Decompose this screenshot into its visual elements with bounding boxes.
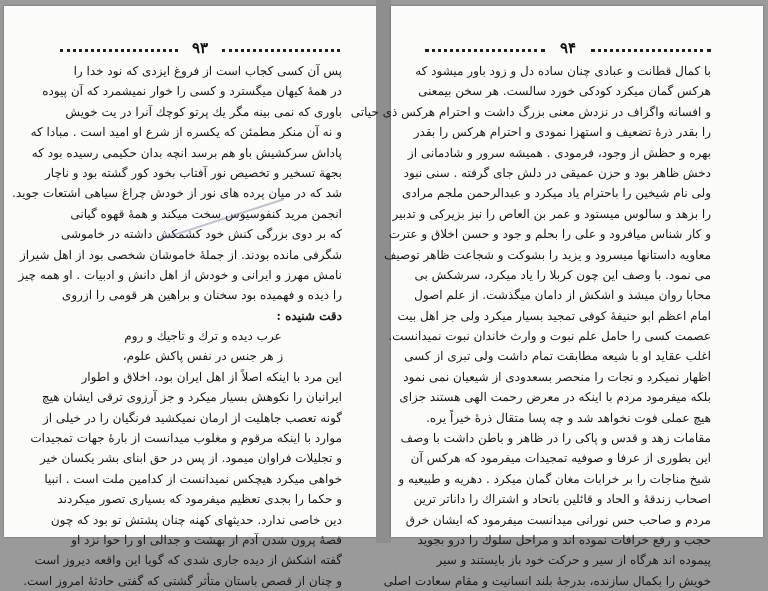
text-line: بهره و حظش از وجود، فرمودی . همیشه سرور و شادمانی از <box>407 145 711 160</box>
text-line: اظهار نمیکرد و نجات را منحصر بسعدودی از شیعیان نمی نمود <box>403 369 711 384</box>
text-line: شگرفی مانده بودند. از جملهٔ خاموشان شخصی بود از اهل شیراز <box>19 247 342 262</box>
text-line: گفته اشکش از دیده جاری شدی که گویا این واقعه دیروز است <box>34 553 342 568</box>
text-line: موارد با اینکه مرقوم و مغلوب میدانست از بارهٔ جهات تمجیدات <box>30 431 342 446</box>
text-line: معاویه داستانها میسرود و یزید را بشوکت و شجاعت ظاهر توصیف <box>383 247 711 262</box>
text-line: دقت شنیده : <box>276 308 342 323</box>
text-line: اصحاب زندقهٔ و الحاد و قائلین باتحاد و اشتراك را داناتر ترین <box>413 492 711 507</box>
text-line: و چنان از قصص باستان متأثر گشتی که گفتی حادثهٔ امروز است. <box>23 573 342 588</box>
right-page-body <box>350 61 711 591</box>
header-rule-left <box>425 49 545 52</box>
text-line: قصهٔ پرون شدن آدم از بهشت و جدالی او را حوا نزد او <box>71 532 342 547</box>
text-line: حجب و رفع خرافات نموده اند و مراحل سلوك را درو بجوید <box>417 532 711 547</box>
text-line: را بزهد و سالوس میستود و عمر بن العاص را نیز بزیرکی و تدبیر <box>392 206 711 221</box>
header-rule-right <box>591 49 711 52</box>
left-page <box>4 6 376 588</box>
left-page-body <box>12 61 342 591</box>
text-line: و حکما را بجدی تعظیم میفرمود که بسیاری تصور میکردند <box>57 492 342 507</box>
text-line: پاداش سرکشیش باو هم برسد انچه بدان حکیمی رسیده بود که <box>31 145 342 160</box>
header-rule-right <box>222 49 340 52</box>
text-line: را بقدر ذرهٔ تضعیف و استهزا نمودی و احترام هرکس را بقدر <box>413 125 711 140</box>
text-line: محابا روان میشد و اشکش از دامان میگذشت. از علم اصول <box>414 288 711 303</box>
text-line: پیموده اند هرگاه از سیر و حرکت خود باز بایستند و سیر <box>436 553 711 568</box>
right-page-header <box>425 39 711 57</box>
text-line: بجهة تسخیر و تخصیص نور آفتاب بخود کور گشته بود و ناچار <box>45 165 342 180</box>
text-line: و نه آن منکر مطمئن که یکسره از شرع او امید است . مبادا که <box>30 125 342 140</box>
text-line: انجمن مرید کنفوسیوس سخت میکند و همهٔ قهوه گیانی <box>70 206 342 221</box>
text-line: خواهی میکرد هیچکس نمیدانست از کدامین ملت است . انبیا <box>44 471 342 486</box>
text-line: این بطوری از عرفا و صوفیه تمجیدات میفرمود که هرکس آن <box>410 451 711 466</box>
right-page <box>350 6 763 588</box>
book-spine-gap <box>376 0 391 543</box>
text-line: را دیده و فهمیده بود سخنان و براهین هر قومی را ازروی <box>61 288 342 303</box>
text-line: و افسانه واگزاف در نزدش معنی بزرگ داشت و احترام هرکس ذی حیاتی <box>350 104 711 119</box>
text-line: پس آن کسی کجاب است از فروغ ایزدی که نود خدا را <box>73 64 342 78</box>
text-line: اغلب عقاید او با شیعه مطابقت تمام داشت ولی تبری از کسی <box>404 349 711 364</box>
text-line: دخش ظاهر بود و حزن عمیقی در دلش جای گرفته . سنی نبود <box>403 165 711 180</box>
text-line: و تجلیلات فراوان میمود. از پس در حق ابنای بشر یکسان خیر <box>39 451 342 466</box>
verse-line: ز هر جنس در نفس پاکش علوم، <box>122 349 284 364</box>
text-line: عصمت کسی را حامل علم نبوت و وارث خاندان نبوت نمیدانست. <box>388 329 711 344</box>
left-page-header <box>60 39 340 57</box>
text-line: می نمود. با وصف این چون کربلا را یاد میکرد، سرشکش بی <box>414 267 711 282</box>
text-line: شد که در میان پرده های نور از خودش چراغ سیاهی اشتعات جوید. <box>12 186 342 201</box>
header-rule-left <box>60 49 178 52</box>
text-line: نامش مهرز و ایرانی و خودش از اهل دانش و ادبیات . او همه چیز <box>18 267 342 282</box>
text-line: دین خاصی ندارد. حدیثهای کهنه چنان پشتش تو بود که چون <box>50 512 342 527</box>
text-line: خویش را بکمال سازنده، بدرجهٔ بلند انسانیت و مقام سعادت اصلی <box>383 573 711 588</box>
text-line: که بر دوی بزرگی کنش خود کشمکش داشته در خاموشی <box>61 227 342 242</box>
text-line: شیخ مناجات را بر خرابات مغان گمان میکرد . دهریه و طبیعیه و <box>398 471 711 486</box>
text-line: ایرانیان را نکوهش بسیار میکرد و جز آرزوی ترقی ایشان هیچ <box>41 390 342 405</box>
text-line: با کمال قطانت و عبادی چنان ساده دل و زود باور میشود که <box>415 64 711 78</box>
left-page-number: ۹۳ <box>191 39 209 57</box>
text-line: در همهٔ کیهان میگسترد و کسی را خوار نمیشمرد که آن پیوده <box>42 84 342 99</box>
text-line: امام اعظم ابو حنیفهٔ کوفی تمجید بسیار میکرد ولی جز اهل بیت <box>397 308 711 323</box>
text-line: گونه تعصب جاهلیت از ارمان نمیکشید فرنگیان را در خیلی از <box>42 410 342 425</box>
text-line: ولی نام شیخین را باحترام یاد میکرد و عبدالرحمن ملجم مرادی <box>402 186 711 201</box>
text-line: هیچ عملی فوت نخواهد شد و چه پسا متقال ذرهٔ خیراً یره. <box>426 410 711 425</box>
text-line: و کار شناس میافرود و علی را بحلم و جود و حسن اخلاق و عترت <box>388 227 711 242</box>
text-line: مقامات زهد و قدس و پاکی را در ظاهر و باطن داشت با وصف <box>400 431 711 446</box>
text-line: باوری که نمی بینه مگر یك پرتو کوچك آنرا در یت خویش <box>65 104 342 119</box>
text-line: مردم و صاحب حس نورانی میدانست میفرمود که ایشان خرق <box>405 512 711 527</box>
verse-line: عرب دیده و ترك و تاجیك و روم <box>124 329 282 344</box>
right-page-number: ۹۴ <box>559 39 577 57</box>
text-line: هرکس گمان میکرد کودکی خورد سالست. هر سخن بیمعنی <box>418 84 711 99</box>
text-line: این مرد با اینکه اصلاً از اهل ایران بود، اخلاق و اطوار <box>81 369 342 384</box>
text-line: بلکه میفرمود مردم با اینکه در معرض رحمت الهی هستند جزای <box>399 390 711 405</box>
